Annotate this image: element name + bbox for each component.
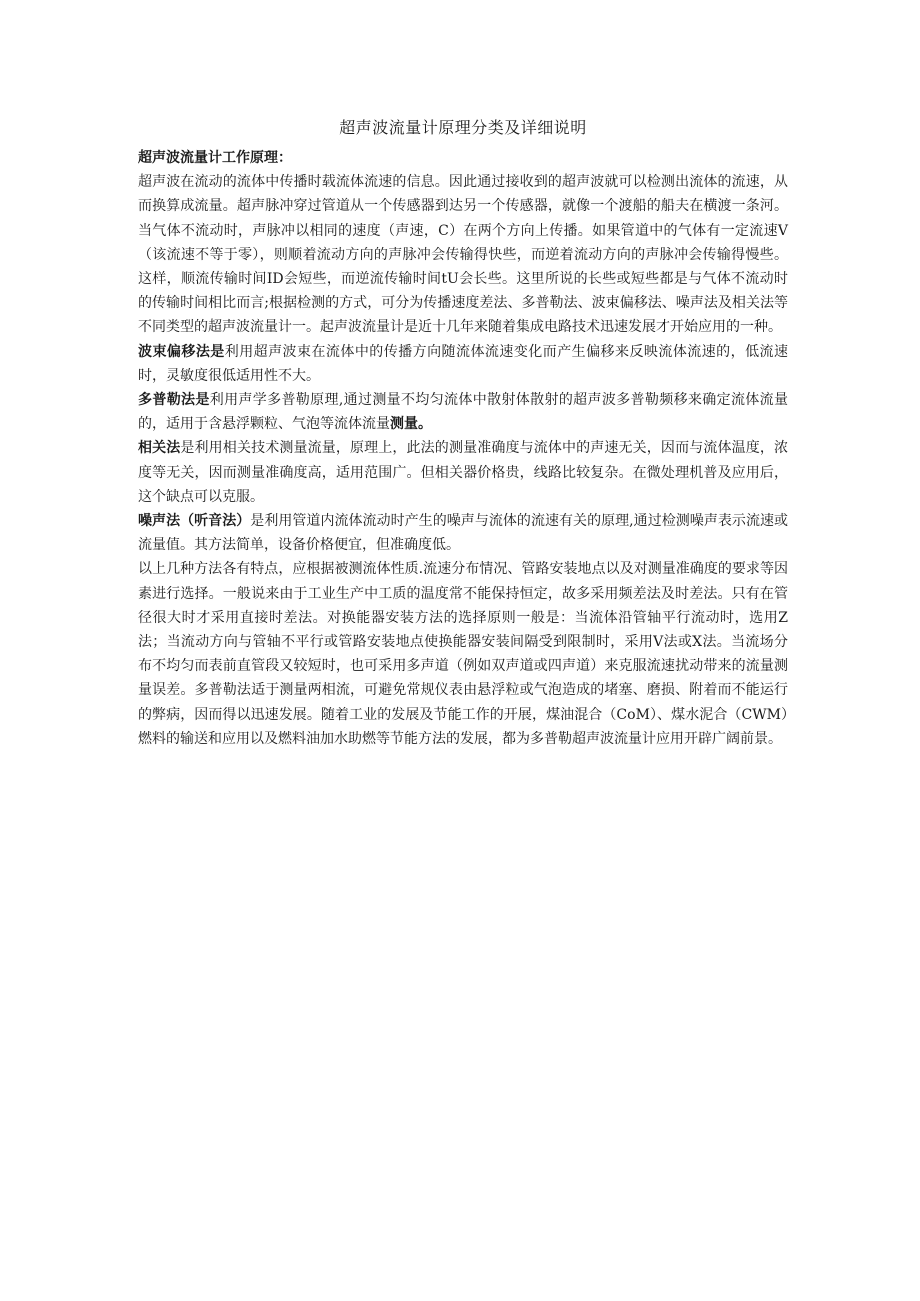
intro-paragraph: 超声波在流动的流体中传播时载流体流速的信息。因此通过接收到的超声波就可以检测出流体的流速，从而换算成流量。超声脉冲穿过管道从一个传感器到达另一个传感器，就像一个渡船的船夫在横渡一条河。当气体不流动时，声脉冲以相同的速度（声速，C）在两个方向上传播。如果管道中的气体有一定流速V（该流速不等于零），则顺着流动方向的声脉冲会传输得快些，而逆着流动方向的声脉冲会传输得慢些。这样，顺流传输时间ID会短些，而逆流传输时间tU会长些。这里所说的长些或短些都是与气体不流动时的传输时间相比而言;根据检测的方式，可分为传播速度差法、多普勒法、波束偏移法、噪声法及相关法等不同类型的超声波流量计一。起声波流量计是近十几年来随着集成电路技术迅速发展才开始应用的一种。 (138, 174, 788, 336)
noise-term: 噪声法（听音法） (138, 513, 251, 530)
beam-shift-paragraph (138, 340, 788, 388)
doppler-text: 利用声学多普勒原理,通过测量不均匀流体中散射体散射的超声波多普勒频移来确定流体流量的，适用于含悬浮颗粒、气泡等流体流量 (138, 392, 789, 433)
summary-paragraph: 以上几种方法各有特点，应根据被测流体性质.流速分布情况、管路安装地点以及对测量准确度的要求等因素进行选择。一般说来由于工业生产中工质的温度常不能保持恒定，故多采用频差法及时差法。只有在管径很大时才采用直接时差法。对换能器安装方法的选择原则一般是：当流体沿管轴平行流动时，选用Z法；当流动方向与管轴不平行或管路安装地点使换能器安装间隔受到限制时，采用V法或X法。当流场分布不均匀而表前直管段又较短时，也可采用多声道（例如双声道或四声道）来克服流速扰动带来的流量测量误差。多普勒法适于测量两相流，可避免常规仪表由悬浮粒或气泡造成的堵塞、磨损、附着而不能运行的弊病，因而得以迅速发展。随着工业的发展及节能工作的开展，煤油混合（CoM）、煤水泥合（CWM）燃料的输送和应用以及燃料油加水助燃等节能方法的发展，都为多普勒超声波流量计应用开辟广阔前景。 (138, 561, 788, 747)
doppler-bold-tail: 测量。 (390, 416, 432, 433)
document-title: 超声波流量计原理分类及详细说明 (339, 118, 587, 137)
beam-shift-term: 波束偏移法是 (138, 343, 225, 360)
noise-text: 是利用管道内流体流动时产生的噪声与流体的流速有关的原理,通过检测噪声表示流速或流量值。其方法简单，设备价格便宜，但准确度低。 (138, 513, 789, 554)
correlation-text: 是利用相关技术测量流量，原理上，此法的测量准确度与流体中的声速无关，因而与流体温度，浓度等无关，因而测量准确度高，适用范围广。但相关器价格贵，线路比较复杂。在微处理机普及应用后，这个缺点可以克服。 (138, 440, 789, 505)
correlation-term: 相关法 (138, 440, 181, 457)
doppler-term: 多普勒法是 (138, 392, 210, 409)
section-heading: 超声波流量计工作原理： (138, 150, 292, 166)
noise-paragraph (138, 509, 788, 557)
beam-shift-text: 利用超声波束在流体中的传播方向随流体流速变化而产生偏移来反映流体流速的，低流速时，灵敏度很低适用性不大。 (138, 343, 789, 384)
correlation-paragraph (138, 436, 788, 509)
doppler-paragraph (138, 388, 788, 436)
document-page (138, 114, 788, 751)
